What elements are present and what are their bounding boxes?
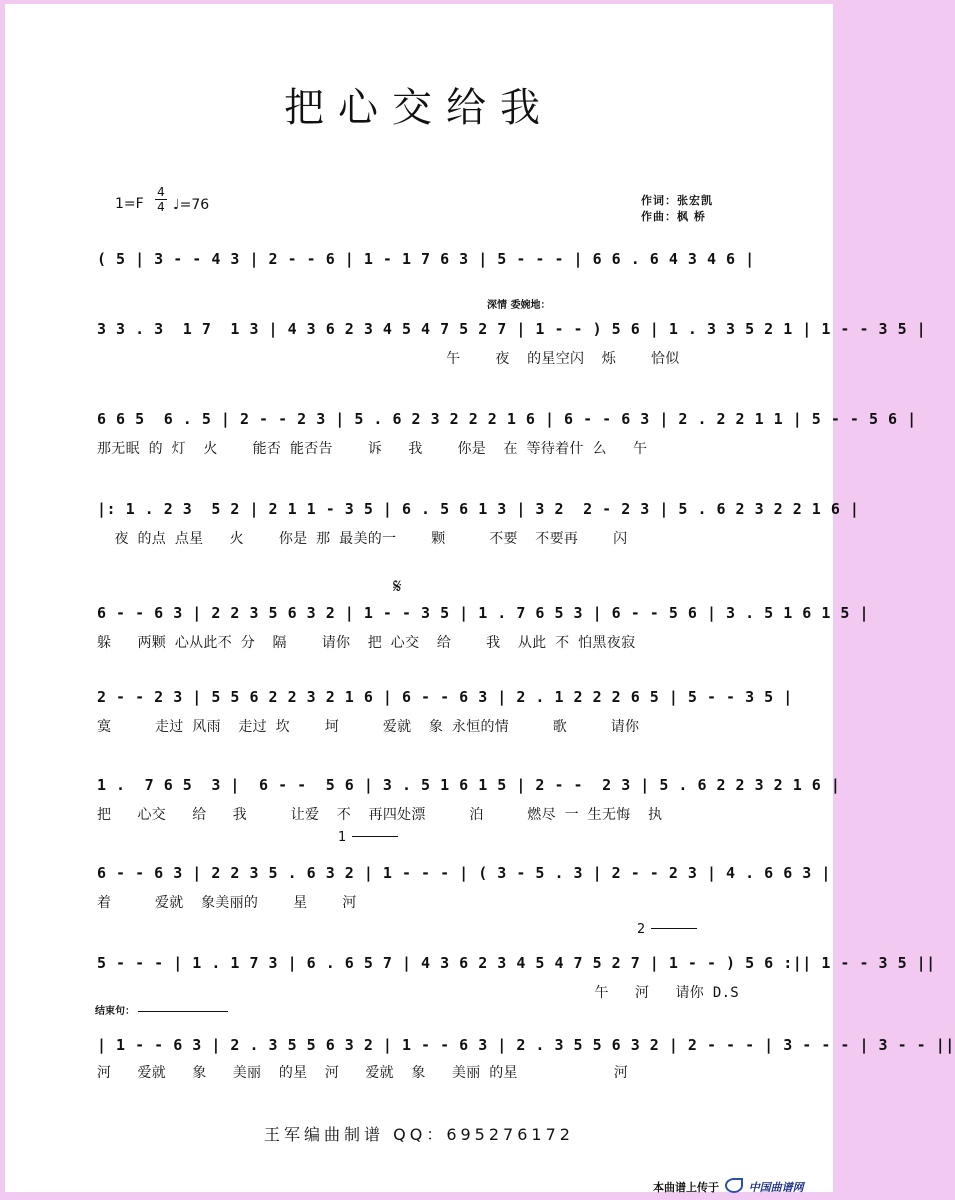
- lyrics-line-6: 寞 走过 风雨 走过 坎 坷 爱就 象 永恒的情 歌 请你: [97, 719, 640, 735]
- lyrics-line-5: 躲 两颗 心从此不 分 隔 请你 把 心交 给 我 从此 不 怕黑夜寂: [97, 635, 636, 651]
- notes-line-10: | 1 - - 6 3 | 2 . 3 5 5 6 3 2 | 1 - - 6 3 | 2 . 3 5 5 6 3 2 | 2 - - - | 3 - - - | 3 - - ||: [97, 1036, 955, 1054]
- notes-line-3: 6 6 5 6 . 5 | 2 - - 2 3 | 5 . 6 2 3 2 2 2 1 6 | 6 - - 6 3 | 2 . 2 2 1 1 | 5 - - 5 6 |: [97, 410, 917, 428]
- first-ending: [338, 830, 346, 845]
- first-ending-number: 1: [338, 830, 347, 845]
- time-signature: [155, 186, 167, 213]
- song-title: 把心交给我: [284, 85, 554, 131]
- time-bottom: 4: [157, 200, 165, 214]
- notes-line-7: 1 . 7 6 5 3 | 6 - - 5 6 | 3 . 5 1 6 1 5 | 2 - - 2 3 | 5 . 6 2 2 3 2 1 6 |: [97, 776, 841, 794]
- lyrics-line-7: 把 心交 给 我 让爱 不 再四处漂 泊 燃尽 一 生无悔 执: [97, 807, 663, 823]
- lyricist-credit: 作词：张宏凯: [641, 194, 713, 207]
- lyrics-line-2: 午 夜 的星空闪 烁 恰似: [97, 351, 680, 367]
- second-ending-number: 2: [637, 922, 646, 937]
- expression-mark: 深情 委婉地：: [487, 300, 551, 311]
- notes-line-5: 6 - - 6 3 | 2 2 3 5 6 3 2 | 1 - - 3 5 | 1 . 7 6 5 3 | 6 - - 5 6 | 3 . 5 1 6 1 5 |: [97, 604, 869, 622]
- upload-text: 本曲谱上传于: [653, 1181, 719, 1194]
- key-signature: 1=F: [115, 196, 144, 212]
- segno-mark: 𝄋: [393, 574, 402, 598]
- tempo-marking: [173, 197, 209, 213]
- arranger-footer: 王军编曲制谱 QQ：695276172: [264, 1125, 574, 1144]
- score-sheet: [5, 4, 955, 1194]
- tempo-value: =76: [179, 197, 210, 213]
- notes-line-4: |: 1 . 2 3 5 2 | 2 1 1 - 3 5 | 6 . 5 6 1 3 | 3 2 2 - 2 3 | 5 . 6 2 3 2 2 1 6 |: [97, 500, 860, 518]
- lyrics-line-3: 那无眠 的 灯 火 能否 能否告 诉 我 你是 在 等待着什 么 午: [97, 441, 648, 457]
- notes-line-2: 3 3 . 3 1 7 1 3 | 4 3 6 2 3 4 5 4 7 5 2 7 | 1 - - ) 5 6 | 1 . 3 3 5 2 1 | 1 - - 3 5 |: [97, 320, 927, 338]
- lyrics-line-10: 河 爱就 象 美丽 的星 河 爱就 象 美丽 的星 河: [97, 1065, 629, 1081]
- notes-line-9: 5 - - - | 1 . 1 7 3 | 6 . 6 5 7 | 4 3 6 2 3 4 5 4 7 5 2 7 | 1 - - ) 5 6 :|| 1 - - 3 5 ||: [97, 954, 936, 972]
- quarter-note-icon: ♩: [173, 197, 180, 213]
- lyrics-line-8: 着 爱就 象美丽的 星 河: [97, 895, 357, 911]
- lyrics-line-4: 夜 的点 点星 火 你是 那 最美的一 颗 不要 不要再 闪: [97, 531, 628, 547]
- notes-line-8: 6 - - 6 3 | 2 2 3 5 . 6 3 2 | 1 - - - | ( 3 - 5 . 3 | 2 - - 2 3 | 4 . 6 6 3 |: [97, 864, 831, 882]
- notes-line-1: ( 5 | 3 - - 4 3 | 2 - - 6 | 1 - 1 7 6 3 | 5 - - - | 6 6 . 6 4 3 4 6 |: [97, 250, 755, 268]
- notes-line-6: 2 - - 2 3 | 5 5 6 2 2 3 2 1 6 | 6 - - 6 3 | 2 . 1 2 2 2 6 5 | 5 - - 3 5 |: [97, 688, 793, 706]
- second-ending: [637, 922, 645, 937]
- lyrics-line-9: 午 河 请你 D.S: [97, 985, 740, 1001]
- upload-credit: [653, 1178, 804, 1195]
- site-name-link[interactable]: 中国曲谱网: [748, 1181, 804, 1194]
- time-top: 4: [157, 185, 165, 199]
- coda-label: [95, 1002, 228, 1017]
- composer-credit: 作曲：枫 桥: [641, 210, 706, 223]
- coda-label-text: 结束句：: [95, 1006, 135, 1017]
- site-logo-icon: [725, 1178, 743, 1193]
